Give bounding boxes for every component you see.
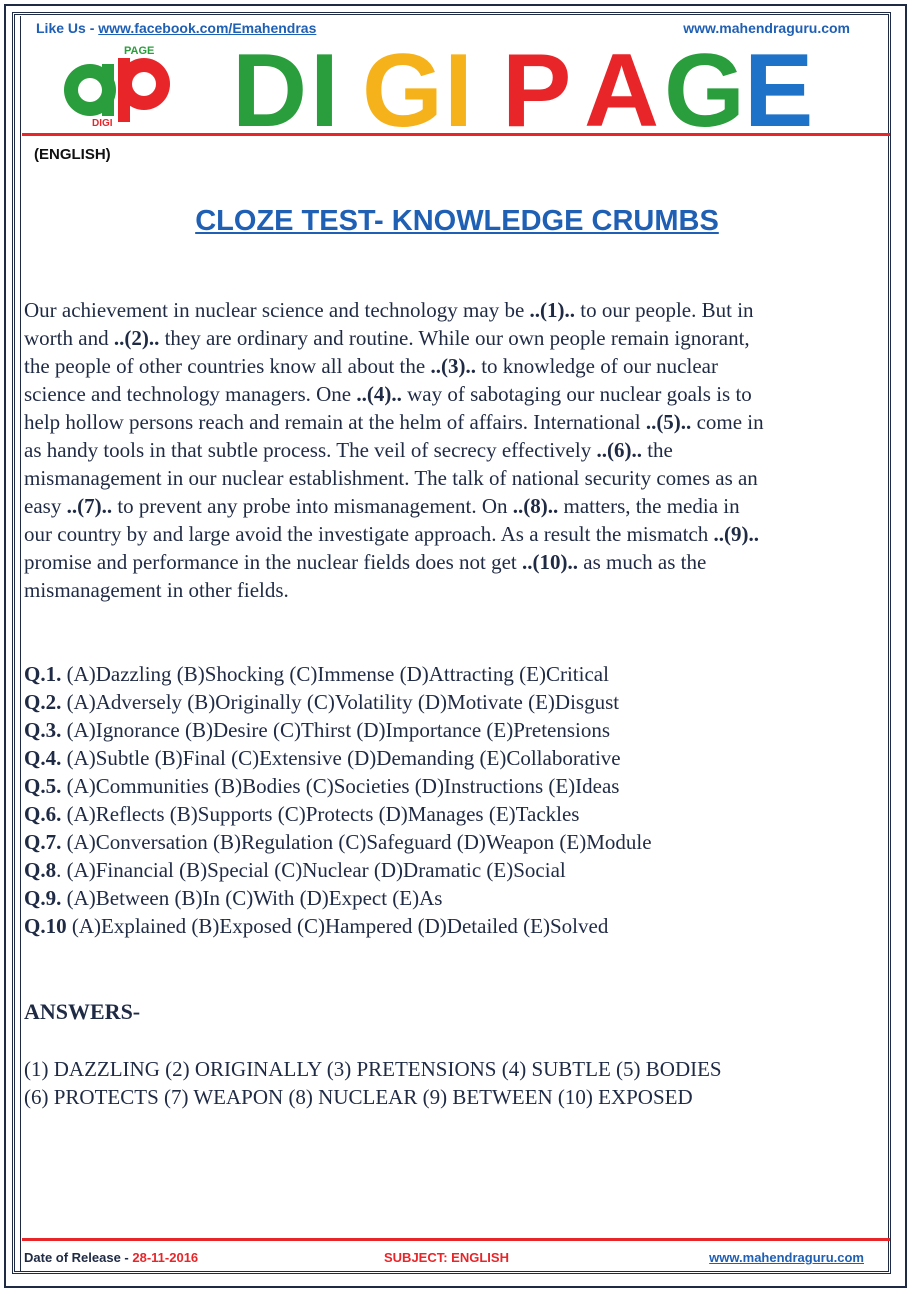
- question-options: (A)Communities (B)Bodies (C)Societies (D)Instructions (E)Ideas: [61, 774, 620, 798]
- question-item: [24, 716, 890, 744]
- passage-text: Our achievement in nuclear science and technology may be: [24, 298, 530, 322]
- question-options: . (A)Financial (B)Special (C)Nuclear (D)Dramatic (E)Social: [56, 858, 566, 882]
- banner-letter: I: [310, 40, 339, 132]
- passage-text: they are ordinary and routine. While our own people remain ignorant,: [159, 326, 750, 350]
- page-title: CLOZE TEST- KNOWLEDGE CRUMBS: [195, 205, 719, 237]
- passage-line: [24, 408, 890, 436]
- blank-marker: ..(4)..: [356, 382, 402, 406]
- passage-text: promise and performance in the nuclear fields does not get: [24, 550, 522, 574]
- question-item: [24, 660, 890, 688]
- blank-marker: ..(7)..: [66, 494, 113, 518]
- question-item: [24, 884, 890, 912]
- blank-marker: ..(2)..: [113, 326, 160, 350]
- passage-text: come in: [691, 410, 764, 434]
- cloze-passage: [24, 296, 890, 604]
- logo-digi-text: DIGI: [92, 118, 113, 128]
- site-link-top[interactable]: www.mahendraguru.com: [683, 20, 850, 36]
- passage-text: the: [641, 438, 673, 462]
- question-options: (A)Adversely (B)Originally (C)Volatility (D)Motivate (E)Disgust: [61, 690, 620, 714]
- question-options: (A)Ignorance (B)Desire (C)Thirst (D)Importance (E)Pretensions: [61, 718, 611, 742]
- release-date: 28-11-2016: [132, 1250, 199, 1265]
- passage-line: [24, 464, 890, 492]
- blank-marker: ..(3)..: [430, 354, 476, 378]
- passage-line: [24, 520, 890, 548]
- passage-text: mismanagement in our nuclear establishment. The talk of national security comes as an: [24, 466, 758, 490]
- banner-letter: E: [744, 40, 814, 132]
- passage-text: as much as the: [578, 550, 707, 574]
- question-options: (A)Subtle (B)Final (C)Extensive (D)Demanding (E)Collaborative: [61, 746, 621, 770]
- passage-line: [24, 492, 890, 520]
- release-label: Date of Release -: [24, 1250, 133, 1265]
- question-number: Q.5.: [24, 774, 62, 798]
- passage-text: help hollow persons reach and remain at the helm of affairs. International: [24, 410, 646, 434]
- blank-marker: ..(10)..: [522, 550, 578, 574]
- banner-letter: A: [584, 40, 660, 132]
- question-number: Q.10: [24, 914, 67, 938]
- language-label: (ENGLISH): [34, 146, 111, 163]
- digi-page-logo: [52, 42, 184, 128]
- passage-line: [24, 548, 890, 576]
- banner-letter: D: [232, 40, 308, 132]
- passage-line: [24, 380, 890, 408]
- question-options: (A)Conversation (B)Regulation (C)Safeguard (D)Weapon (E)Module: [61, 830, 652, 854]
- passage-text: way of sabotaging our nuclear goals is to: [401, 382, 752, 406]
- answers-line-2: (6) PROTECTS (7) WEAPON (8) NUCLEAR (9) BETWEEN (10) EXPOSED: [24, 1085, 693, 1109]
- digi-page-banner: [232, 40, 852, 132]
- question-options: (A)Between (B)In (C)With (D)Expect (E)As: [61, 886, 443, 910]
- answers-heading: ANSWERS-: [24, 999, 141, 1024]
- question-number: Q.6.: [24, 802, 62, 826]
- question-number: Q.2.: [24, 690, 62, 714]
- site-link-footer[interactable]: www.mahendraguru.com: [709, 1250, 864, 1265]
- question-number: Q.3.: [24, 718, 62, 742]
- passage-line: [24, 324, 890, 352]
- banner-letter: P: [502, 40, 572, 132]
- subject-label: SUBJECT: ENGLISH: [384, 1250, 509, 1265]
- question-number: Q.9.: [24, 886, 62, 910]
- passage-text: as handy tools in that subtle process. The veil of secrecy effectively: [24, 438, 597, 462]
- passage-text: matters, the media in: [558, 494, 740, 518]
- blank-marker: ..(5)..: [645, 410, 692, 434]
- question-item: [24, 856, 890, 884]
- passage-line: [24, 296, 890, 324]
- logo-page-text: PAGE: [124, 45, 155, 57]
- question-list: [24, 660, 890, 940]
- passage-text: mismanagement in other fields.: [24, 578, 289, 602]
- passage-line: [24, 576, 890, 604]
- question-number: Q.8: [24, 858, 57, 882]
- question-item: [24, 912, 890, 940]
- blank-marker: ..(1)..: [529, 298, 576, 322]
- passage-line: [24, 436, 890, 464]
- passage-line: [24, 352, 890, 380]
- like-us-label: Like Us -: [36, 20, 99, 36]
- banner-letter: G: [362, 40, 443, 132]
- blank-marker: ..(9)..: [713, 522, 760, 546]
- question-number: Q.1.: [24, 662, 62, 686]
- passage-text: science and technology managers. One: [24, 382, 357, 406]
- header-rule: [22, 133, 890, 136]
- facebook-link[interactable]: www.facebook.com/Emahendras: [98, 20, 317, 36]
- answers-block: [24, 1055, 722, 1111]
- passage-text: our country by and large avoid the investigate approach. As a result the mismatch: [24, 522, 714, 546]
- question-options: (A)Explained (B)Exposed (C)Hampered (D)Detailed (E)Solved: [66, 914, 609, 938]
- question-options: (A)Reflects (B)Supports (C)Protects (D)Manages (E)Tackles: [61, 802, 580, 826]
- question-item: [24, 688, 890, 716]
- blank-marker: ..(6)..: [596, 438, 642, 462]
- question-number: Q.4.: [24, 746, 62, 770]
- passage-text: the people of other countries know all about the: [24, 354, 431, 378]
- facebook-line: [36, 20, 316, 36]
- question-item: [24, 772, 890, 800]
- passage-text: worth and: [24, 326, 114, 350]
- question-item: [24, 800, 890, 828]
- passage-text: to prevent any probe into mismanagement. On: [112, 494, 513, 518]
- question-item: [24, 744, 890, 772]
- question-item: [24, 828, 890, 856]
- passage-text: to knowledge of our nuclear: [475, 354, 718, 378]
- banner-letter: G: [664, 40, 745, 132]
- release-info: [24, 1250, 198, 1265]
- blank-marker: ..(8)..: [512, 494, 559, 518]
- footer-rule: [22, 1238, 890, 1241]
- banner-letter: I: [444, 40, 473, 132]
- question-options: (A)Dazzling (B)Shocking (C)Immense (D)Attracting (E)Critical: [61, 662, 609, 686]
- passage-text: to our people. But in: [575, 298, 754, 322]
- answers-line-1: (1) DAZZLING (2) ORIGINALLY (3) PRETENSIONS (4) SUBTLE (5) BODIES: [24, 1057, 722, 1081]
- passage-text: easy: [24, 494, 67, 518]
- question-number: Q.7.: [24, 830, 62, 854]
